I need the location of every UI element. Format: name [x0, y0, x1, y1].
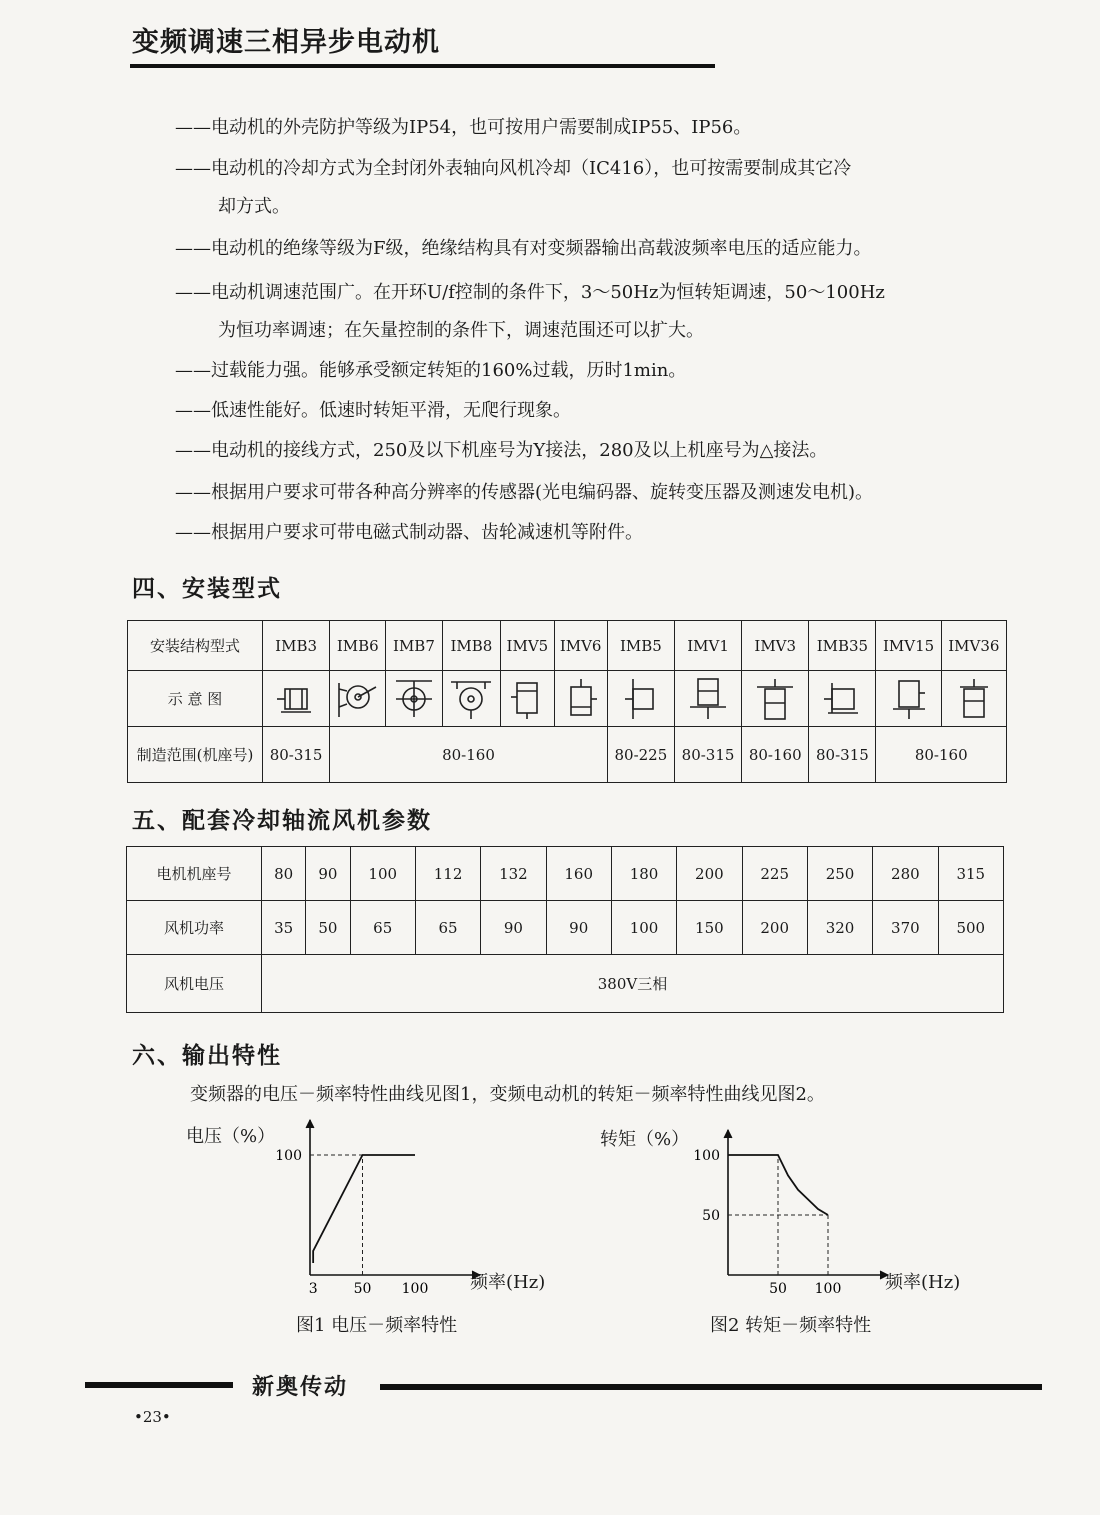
range-cell: 80-225	[607, 727, 674, 783]
row-label: 风机电压	[127, 955, 262, 1013]
table-row	[128, 621, 1007, 671]
table-row	[127, 901, 1004, 955]
power-cell: 35	[262, 901, 306, 955]
x-tick-label: 3	[308, 1281, 318, 1297]
frame-cell: 112	[415, 847, 480, 901]
power-cell: 100	[611, 901, 676, 955]
frame-cell: 160	[546, 847, 611, 901]
power-cell: 500	[938, 901, 1003, 955]
imb5-diagram-icon	[607, 671, 674, 727]
output-intro: 变频器的电压－频率特性曲线见图1，变频电动机的转矩－频率特性曲线见图2。	[190, 1084, 825, 1105]
x-tick-label: 100	[814, 1281, 842, 1297]
power-cell: 50	[306, 901, 350, 955]
type-cell: IMB7	[386, 621, 442, 671]
imb3-diagram-icon	[263, 671, 330, 727]
footer-brand: 新奥传动	[252, 1375, 349, 1400]
frame-cell: 90	[306, 847, 350, 901]
imv5-diagram-icon	[501, 671, 554, 727]
power-cell: 65	[415, 901, 480, 955]
chart2-xlabel: 频率(Hz)	[885, 1272, 961, 1293]
footer-rule-left	[85, 1382, 233, 1388]
row-label: 电机机座号	[127, 847, 262, 901]
range-cell: 80-315	[263, 727, 330, 783]
power-cell: 150	[677, 901, 742, 955]
power-cell: 320	[807, 901, 872, 955]
type-cell: IMB35	[809, 621, 876, 671]
feature-item: 却方式。	[218, 196, 290, 217]
imv36-diagram-icon	[941, 671, 1006, 727]
feature-item: ——电动机调速范围广。在开环U/f控制的条件下，3～50Hz为恒转矩调速，50～100Hz	[175, 282, 885, 303]
power-cell: 370	[873, 901, 938, 955]
feature-item: ——电动机的绝缘等级为F级，绝缘结构具有对变频器输出高载波频率电压的适应能力。	[175, 238, 872, 259]
y-tick-label: 100	[275, 1148, 302, 1164]
mounting-table	[127, 620, 1007, 783]
table-row	[128, 671, 1007, 727]
footer-rule-right	[380, 1384, 1042, 1390]
chart1-xlabel: 频率(Hz)	[470, 1272, 546, 1293]
feature-item: ——根据用户要求可带电磁式制动器、齿轮减速机等附件。	[175, 522, 643, 543]
y-axis-arrow-icon	[724, 1130, 732, 1138]
table-row	[127, 955, 1004, 1013]
chart1-title: 图1 电压－频率特性	[296, 1315, 458, 1336]
chart2-title: 图2 转矩－频率特性	[710, 1315, 872, 1336]
feature-item: ——根据用户要求可带各种高分辨率的传感器(光电编码器、旋转变压器及测速发电机)。	[175, 482, 874, 503]
chart2-ylabel: 转矩（%）	[600, 1129, 690, 1150]
frame-cell: 80	[262, 847, 306, 901]
frame-cell: 280	[873, 847, 938, 901]
imv6-diagram-icon	[554, 671, 607, 727]
torque-frequency-chart	[680, 1125, 890, 1305]
frame-cell: 132	[481, 847, 546, 901]
page-header-title: 变频调速三相异步电动机	[132, 27, 440, 58]
x-tick-label: 100	[401, 1281, 429, 1297]
y-tick-label: 50	[702, 1208, 720, 1224]
power-cell: 65	[350, 901, 415, 955]
frame-cell: 315	[938, 847, 1003, 901]
row-label: 安装结构型式	[128, 621, 263, 671]
feature-item: ——电动机的接线方式，250及以下机座号为Y接法，280及以上机座号为△接法。	[175, 440, 828, 461]
table-row	[127, 847, 1004, 901]
row-label: 制造范围(机座号)	[128, 727, 263, 783]
type-cell: IMB3	[263, 621, 330, 671]
type-cell: IMV6	[554, 621, 607, 671]
type-cell: IMB5	[607, 621, 674, 671]
power-cell: 200	[742, 901, 807, 955]
section-title-fan: 五、配套冷却轴流风机参数	[132, 808, 432, 834]
type-cell: IMB8	[442, 621, 501, 671]
range-cell: 80-160	[876, 727, 1007, 783]
type-cell: IMV15	[876, 621, 941, 671]
imb8-diagram-icon	[442, 671, 501, 727]
x-tick-label: 50	[353, 1281, 372, 1297]
feature-item: ——电动机的冷却方式为全封闭外表轴向风机冷却（IC416），也可按需要制成其它冷	[175, 158, 852, 179]
header-rule	[130, 64, 715, 68]
section-title-output: 六、输出特性	[132, 1043, 282, 1069]
fan-table	[126, 846, 1004, 1013]
power-cell: 90	[546, 901, 611, 955]
feature-item: ——低速性能好。低速时转矩平滑，无爬行现象。	[175, 400, 571, 421]
feature-item: ——电动机的外壳防护等级为IP54，也可按用户需要制成IP55、IP56。	[175, 117, 752, 138]
series-line	[313, 1155, 415, 1263]
table-row	[128, 727, 1007, 783]
frame-cell: 200	[677, 847, 742, 901]
feature-item: 为恒功率调速；在矢量控制的条件下，调速范围还可以扩大。	[218, 320, 704, 341]
type-cell: IMV1	[674, 621, 741, 671]
type-cell: IMB6	[330, 621, 386, 671]
type-cell: IMV36	[941, 621, 1006, 671]
frame-cell: 180	[611, 847, 676, 901]
range-cell: 80-160	[742, 727, 809, 783]
imv3-diagram-icon	[742, 671, 809, 727]
imb6-diagram-icon	[330, 671, 386, 727]
section-title-mounting: 四、安装型式	[132, 576, 282, 602]
row-label: 风机功率	[127, 901, 262, 955]
range-cell: 80-160	[330, 727, 608, 783]
page-number: •23•	[134, 1408, 171, 1426]
y-tick-label: 100	[693, 1148, 720, 1164]
power-cell: 90	[481, 901, 546, 955]
imv1-diagram-icon	[674, 671, 741, 727]
imb7-diagram-icon	[386, 671, 442, 727]
x-tick-label: 50	[769, 1281, 787, 1297]
series-line	[728, 1155, 828, 1215]
frame-cell: 225	[742, 847, 807, 901]
feature-item: ——过载能力强。能够承受额定转矩的160%过载，历时1min。	[175, 360, 687, 381]
voltage-frequency-chart	[260, 1115, 490, 1310]
type-cell: IMV5	[501, 621, 554, 671]
frame-cell: 100	[350, 847, 415, 901]
imv15-diagram-icon	[876, 671, 941, 727]
row-label: 示 意 图	[128, 671, 263, 727]
frame-cell: 250	[807, 847, 872, 901]
range-cell: 80-315	[674, 727, 741, 783]
range-cell: 80-315	[809, 727, 876, 783]
type-cell: IMV3	[742, 621, 809, 671]
y-axis-arrow-icon	[306, 1120, 314, 1128]
chart1-ylabel: 电压（%）	[186, 1126, 276, 1147]
voltage-cell: 380V三相	[262, 955, 1004, 1013]
imb35-diagram-icon	[809, 671, 876, 727]
